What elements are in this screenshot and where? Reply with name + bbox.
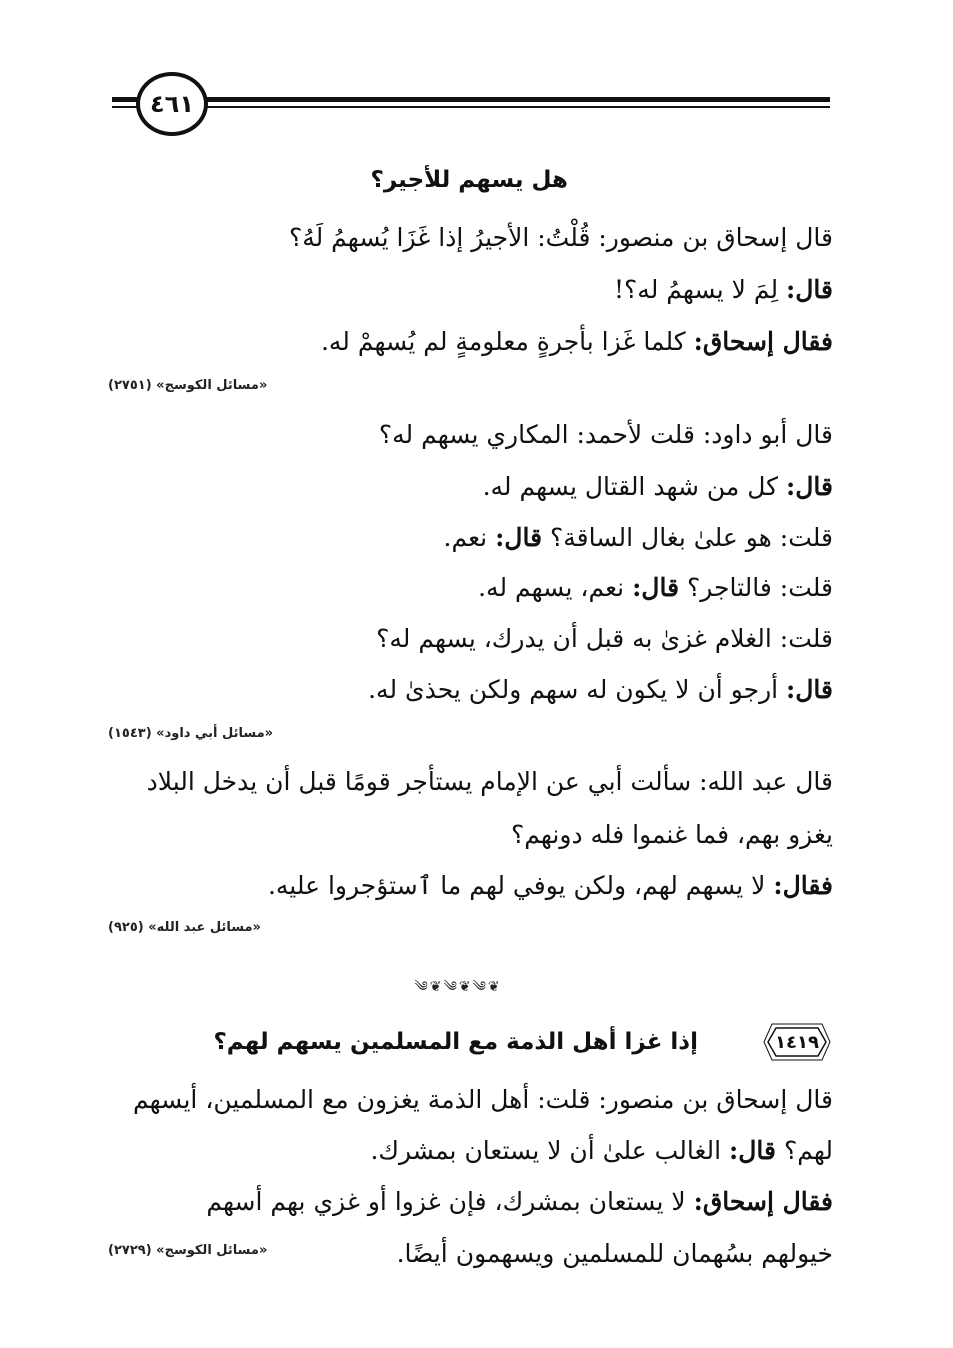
section-title: هل يسهم للأجير؟ (370, 167, 568, 193)
page-number-badge (136, 72, 208, 136)
text-line: قلت: الغلام غزىٰ به قبل أن يدرك، يسهم له؟ (376, 624, 833, 653)
text-line: قلت: فالتاجر؟ قال: نعم، يسهم له. (478, 573, 833, 602)
text-line: قال أبو داود: قلت لأحمد: المكاري يسهم له؟ (378, 420, 833, 449)
source-citation: «مسائل أبي داود» (١٥٤٣) (108, 726, 274, 741)
question-title: إذا غزا أهل الذمة مع المسلمين يسهم لهم؟ (213, 1029, 698, 1055)
header-rule-top (112, 97, 830, 102)
source-citation: «مسائل عبد الله» (٩٢٥) (108, 920, 261, 935)
text-line: قال: أرجو أن لا يكون له سهم ولكن يحذىٰ له. (368, 675, 833, 704)
text-line: لهم؟ قال: الغالب علىٰ أن لا يستعان بمشرك. (370, 1136, 833, 1165)
source-citation: «مسائل الكوسج» (٢٧٢٩) (108, 1243, 268, 1258)
text-line: فقال إسحاق: لا يستعان بمشرك، فإن غزوا أو غزي بهم أسهم (206, 1187, 833, 1216)
text-line: قال إسحاق بن منصور: قُلْتُ: الأجيرُ إذا غَزَا يُسهمُ لَهُ؟ (288, 223, 833, 252)
text-line: قال: كل من شهد القتال يسهم له. (482, 472, 833, 501)
text-line: خيولهم بسُهمان للمسلمين ويسهمون أيضًا. (396, 1239, 833, 1268)
page-number: ٤٦١ (150, 90, 194, 118)
text-line: قال إسحاق بن منصور: قلت: أهل الذمة يغزون مع المسلمين، أيسهم (133, 1085, 833, 1114)
text-line: يغزو بهم، فما غنموا فله دونهم؟ (511, 820, 833, 849)
text-line: فقال إسحاق: كلما غَزا بأجرةٍ معلومةٍ لم يُسهمْ له. (320, 327, 833, 356)
text-line: قلت: هو علىٰ بغال الساقة؟ قال: نعم. (443, 523, 833, 552)
text-line: قال: لِمَ لا يسهمُ له؟! (613, 275, 833, 304)
source-citation: «مسائل الكوسج» (٢٧٥١) (108, 378, 268, 393)
question-number-badge (762, 1020, 832, 1064)
text-line: قال عبد الله: سألت أبي عن الإمام يستأجر قومًا قبل أن يدخل البلاد (146, 767, 833, 796)
header-rule-bottom (112, 106, 830, 108)
question-number: ١٤١٩ (775, 1031, 819, 1053)
text-line: فقال: لا يسهم لهم، ولكن يوفي لهم ما ٱستؤجروا عليه. (267, 871, 833, 900)
ornament-divider: ༄❦༄❦༄❦ (414, 979, 502, 995)
